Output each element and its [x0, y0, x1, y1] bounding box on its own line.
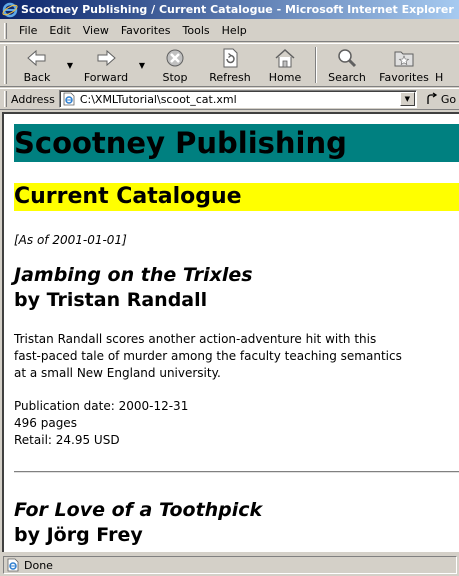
back-arrow-icon: [25, 47, 49, 69]
back-dropdown-icon[interactable]: ▼: [66, 60, 74, 70]
toolbar-separator: [315, 47, 317, 83]
ie-page-icon: [62, 92, 76, 106]
go-label: Go: [440, 92, 457, 106]
forward-arrow-icon: [94, 47, 118, 69]
search-button[interactable]: [321, 44, 373, 86]
menu-bar: [0, 20, 459, 42]
address-value: C:\XMLTutorial\scoot_cat.xml: [79, 92, 237, 106]
menu-file[interactable]: File: [19, 24, 38, 37]
forward-dropdown-icon[interactable]: ▼: [138, 60, 146, 70]
book-title: Jambing on the Trixles: [14, 264, 253, 286]
status-bar: [0, 554, 459, 576]
history-button[interactable]: [435, 44, 451, 86]
as-of-date: [As of 2001-01-01]: [14, 233, 127, 247]
ie-page-icon: [6, 558, 20, 572]
book-author: by Tristan Randall: [14, 289, 208, 311]
book-retail-price: Retail: 24.95 USD: [14, 433, 120, 447]
refresh-button[interactable]: [201, 44, 259, 86]
home-icon: [273, 47, 297, 69]
favorites-button[interactable]: [373, 44, 435, 86]
book-title: For Love of a Toothpick: [14, 499, 263, 521]
title-bar: [0, 0, 459, 19]
stop-label: Stop: [162, 71, 188, 84]
back-button[interactable]: [11, 44, 63, 86]
back-label: Back: [23, 71, 51, 84]
ie-logo-icon: [2, 2, 18, 18]
favorites-icon: [392, 47, 416, 69]
stop-icon: [163, 47, 187, 69]
forward-button[interactable]: [77, 44, 135, 86]
forward-label: Forward: [83, 71, 129, 84]
search-label: Search: [328, 71, 366, 84]
address-dropdown-icon[interactable]: ▼: [400, 92, 415, 106]
go-button[interactable]: [425, 92, 456, 106]
book-pages: 496 pages: [14, 416, 77, 430]
menu-bar-grip[interactable]: [4, 23, 7, 39]
book-description: Tristan Randall scores another action-adventure hit with this fast-paced tale of murder among the faculty teaching semantics at a small New England university.: [14, 332, 402, 380]
toolbar-grip[interactable]: [4, 46, 7, 84]
menu-view[interactable]: View: [82, 24, 109, 37]
book-author: by Jörg Frey: [14, 524, 143, 546]
page-content[interactable]: [2, 112, 459, 552]
window-title: Scootney Publishing / Current Catalogue - Microsoft Internet Explorer: [21, 3, 454, 16]
refresh-label: Refresh: [209, 71, 251, 84]
history-label: H: [435, 71, 444, 84]
refresh-icon: [218, 47, 242, 69]
menu-favorites[interactable]: Favorites: [120, 24, 171, 37]
favorites-label: Favorites: [379, 71, 429, 84]
search-icon: [335, 47, 359, 69]
catalogue-heading: Current Catalogue: [14, 183, 459, 211]
status-text: Done: [24, 558, 53, 572]
standard-toolbar: [0, 43, 459, 87]
book-publication-date: Publication date: 2000-12-31: [14, 399, 189, 413]
status-panel: [3, 556, 457, 574]
address-bar-grip[interactable]: [4, 91, 7, 107]
menu-help[interactable]: Help: [221, 24, 247, 37]
menu-edit[interactable]: Edit: [49, 24, 71, 37]
home-label: Home: [268, 71, 302, 84]
go-arrow-icon: [425, 92, 439, 106]
book-divider: [14, 471, 459, 473]
menu-tools[interactable]: Tools: [182, 24, 210, 37]
address-bar: [0, 88, 459, 110]
publisher-heading: Scootney Publishing: [14, 124, 459, 162]
address-input[interactable]: [59, 90, 417, 108]
home-button[interactable]: [259, 44, 311, 86]
stop-button[interactable]: [149, 44, 201, 86]
address-label: Address: [11, 92, 55, 106]
